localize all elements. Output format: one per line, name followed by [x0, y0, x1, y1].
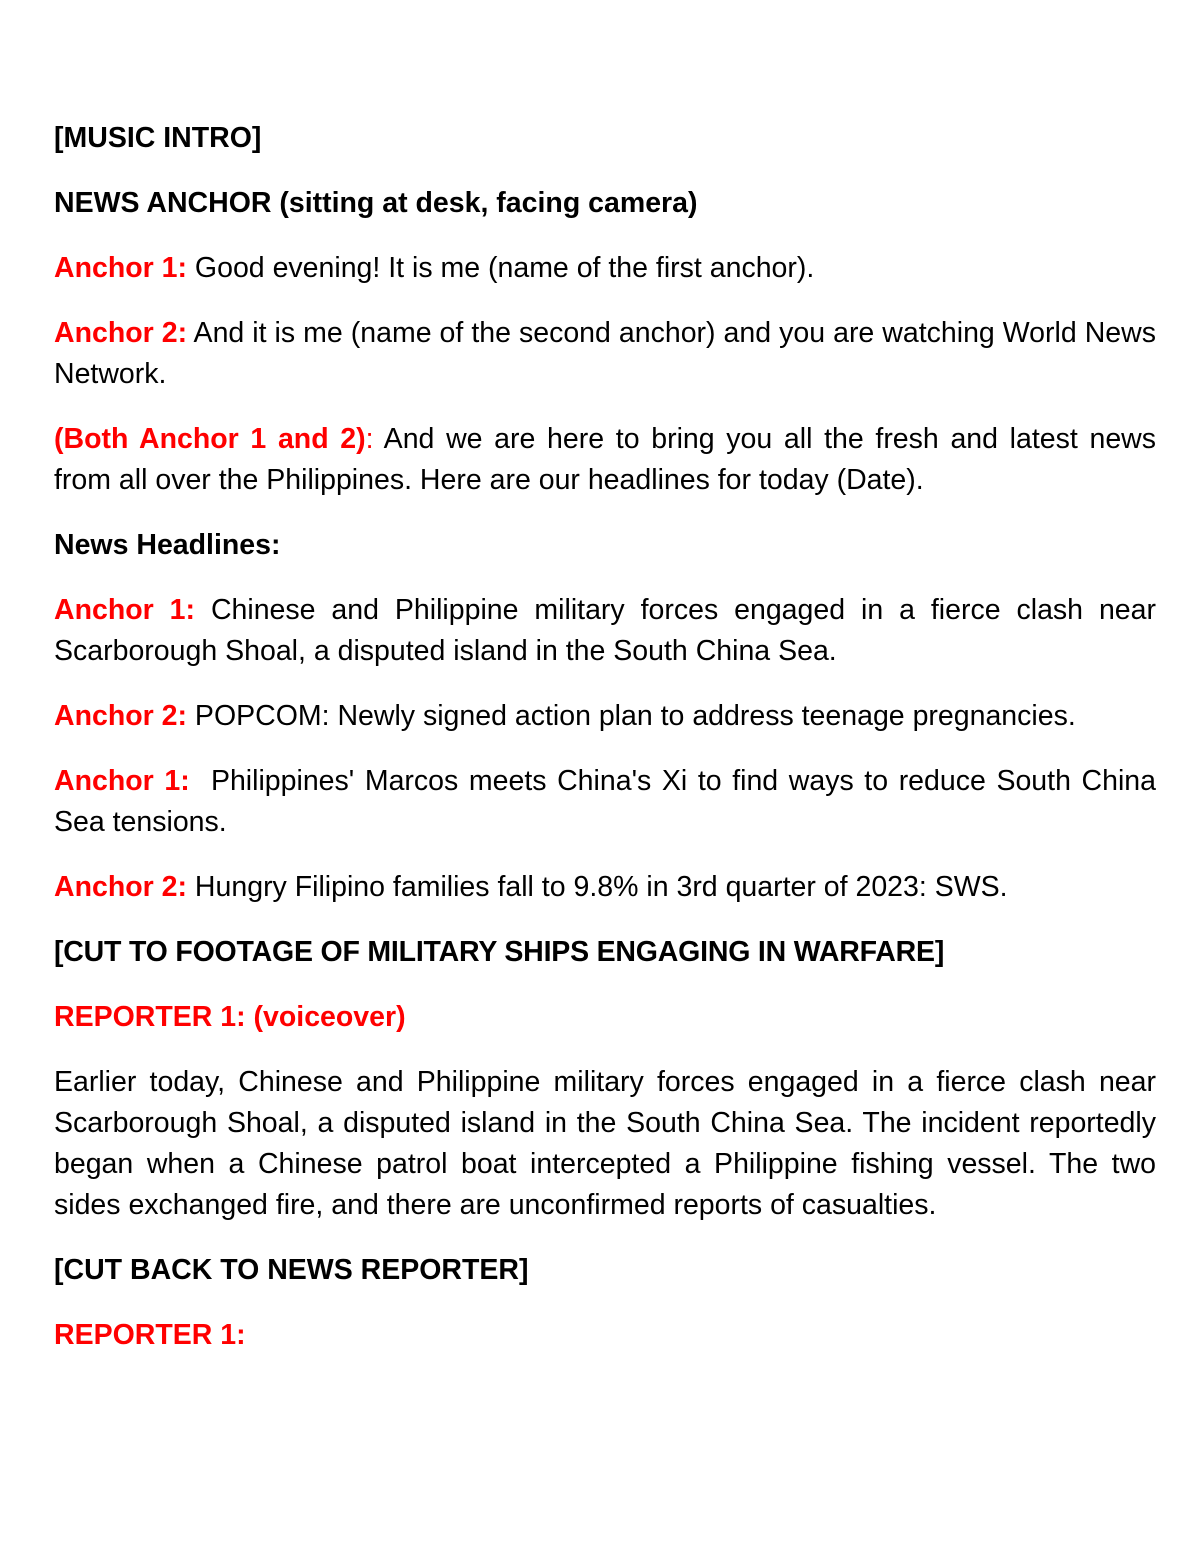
headline-line	[54, 590, 1156, 672]
headline-text: POPCOM: Newly signed action plan to address teenage pregnancies.	[187, 700, 1076, 732]
speaker-colon: :	[365, 423, 374, 455]
headline-text: Philippines' Marcos meets China's Xi to find ways to reduce South China Sea tensions.	[54, 765, 1164, 838]
speaker-label: Anchor 2:	[54, 871, 188, 903]
speaker-label: Anchor 2:	[54, 700, 188, 732]
reporter-label: REPORTER 1:	[54, 1319, 246, 1351]
speaker-label: Anchor 1:	[54, 252, 188, 284]
anchor-line	[54, 419, 1156, 501]
script-page	[54, 118, 1164, 1380]
speaker-label: Anchor 1:	[54, 594, 196, 626]
headline-text: Chinese and Philippine military forces engaged in a fierce clash near Scarborough Shoal, a disputed island in the South China Sea.	[54, 594, 1156, 667]
headline-line	[54, 696, 1156, 737]
headlines-heading: News Headlines:	[54, 529, 281, 561]
scene-direction: NEWS ANCHOR (sitting at desk, facing camera)	[54, 187, 698, 219]
report-body: Earlier today, Chinese and Philippine military forces engaged in a fierce clash near Scarborough Shoal, a disputed island in the South China Sea. The incident reportedly began when a Chinese patrol boat intercepted a Philippine fishing vessel. The two sides exchanged fire, and there are unconfirmed reports of casualties.	[54, 1066, 1156, 1221]
reporter-voiceover-label: REPORTER 1: (voiceover)	[54, 1001, 406, 1033]
music-intro-cue: [MUSIC INTRO]	[54, 122, 262, 154]
headline-line	[54, 761, 1164, 843]
cut-back-cue: [CUT BACK TO NEWS REPORTER]	[54, 1254, 529, 1286]
headline-line	[54, 867, 1156, 908]
speaker-label: (Both Anchor 1 and 2)	[54, 423, 366, 455]
headline-text: Hungry Filipino families fall to 9.8% in 3rd quarter of 2023: SWS.	[187, 871, 1008, 903]
speaker-label: Anchor 2:	[54, 317, 188, 349]
anchor-line	[54, 313, 1156, 395]
dialogue-text: Good evening! It is me (name of the first anchor).	[187, 252, 815, 284]
anchor-line	[54, 248, 1156, 289]
cut-to-footage-cue: [CUT TO FOOTAGE OF MILITARY SHIPS ENGAGING IN WARFARE]	[54, 936, 945, 968]
speaker-label: Anchor 1:	[54, 765, 190, 797]
dialogue-text: And it is me (name of the second anchor) and you are watching World News Network.	[54, 317, 1156, 390]
dialogue-text: And we are here to bring you all the fresh and latest news from all over the Philippines. Here are our headlines for today (Date).	[54, 423, 1156, 496]
